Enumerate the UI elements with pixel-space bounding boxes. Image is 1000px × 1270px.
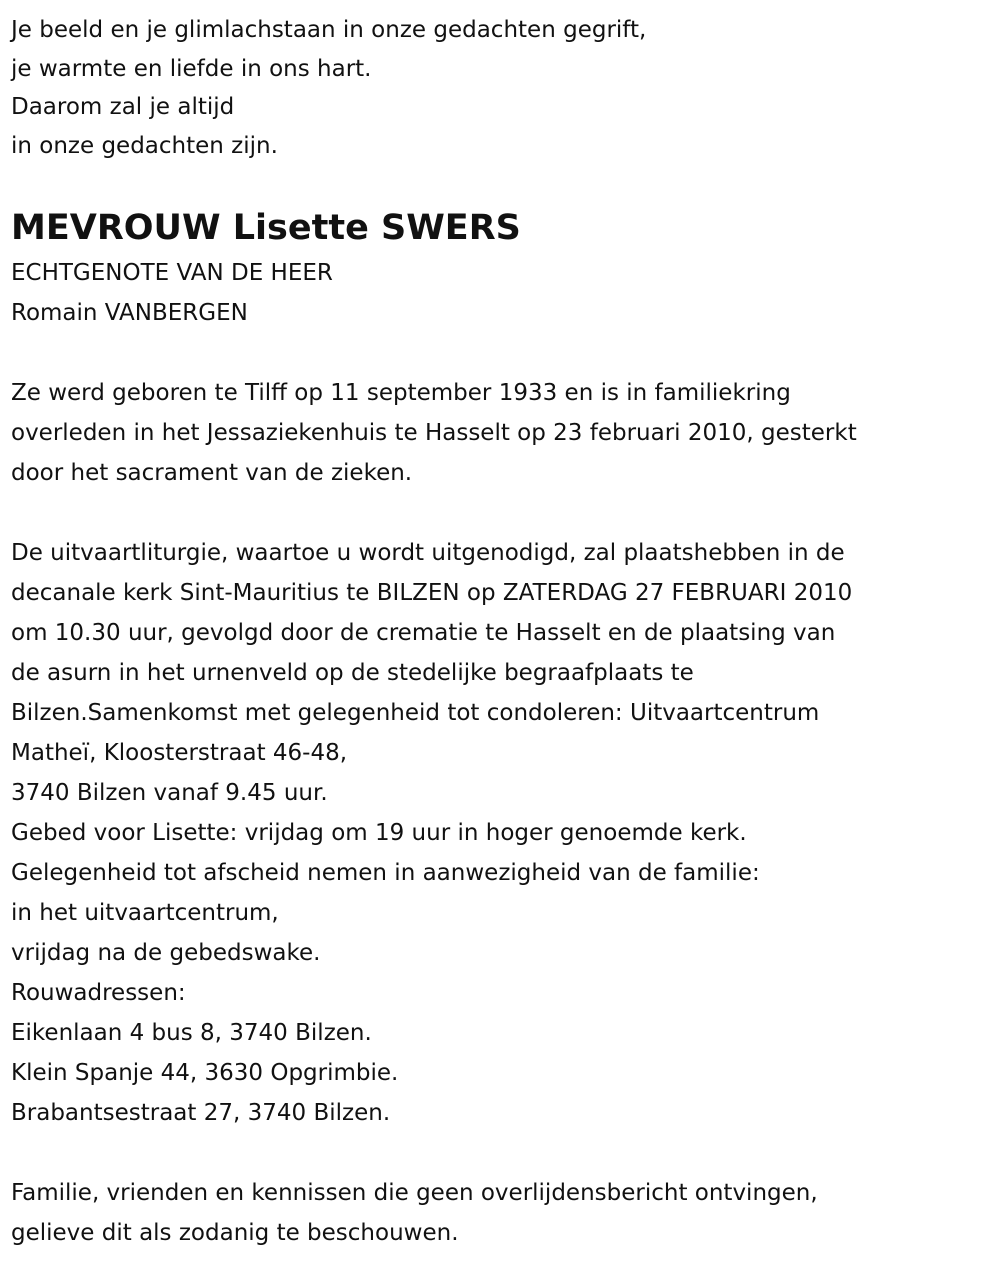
text-line: Gelegenheid tot afscheid nemen in aanwezigheid van de familie: xyxy=(11,860,760,886)
birth-death-paragraph xyxy=(11,373,857,493)
address-line: Brabantsestraat 27, 3740 Bilzen. xyxy=(11,1100,391,1126)
address-line: Eikenlaan 4 bus 8, 3740 Bilzen. xyxy=(11,1020,372,1046)
address-line: Klein Spanje 44, 3630 Opgrimbie. xyxy=(11,1060,399,1086)
text-line: gelieve dit als zodanig te beschouwen. xyxy=(11,1220,459,1246)
text-line: overleden in het Jessaziekenhuis te Hasselt op 23 februari 2010, gesterkt xyxy=(11,420,857,446)
text-line: Familie, vrienden en kennissen die geen overlijdensbericht ontvingen, xyxy=(11,1180,818,1206)
poem-line: je warmte en liefde in ons hart. xyxy=(11,55,372,82)
spouse-block xyxy=(11,253,333,333)
poem-line: Je beeld en je glimlachstaan in onze gedachten gegrift, xyxy=(11,17,647,43)
text-line: om 10.30 uur, gevolgd door de crematie te Hasselt en de plaatsing van xyxy=(11,620,836,646)
poem-line: Daarom zal je altijd xyxy=(11,94,235,121)
text-line: Matheï, Kloosterstraat 46-48, xyxy=(11,740,348,766)
spouse-line: Romain VANBERGEN xyxy=(11,300,248,326)
text-line: de asurn in het urnenveld op de stedelijke begraafplaats te xyxy=(11,660,694,686)
text-line: Rouwadressen: xyxy=(11,980,186,1006)
text-line: 3740 Bilzen vanaf 9.45 uur. xyxy=(11,780,328,806)
text-line: decanale kerk Sint-Mauritius te BILZEN op ZATERDAG 27 FEBRUARI 2010 xyxy=(11,580,853,606)
funeral-paragraph xyxy=(11,533,852,1133)
text-line: De uitvaartliturgie, waartoe u wordt uitgenodigd, zal plaatshebben in de xyxy=(11,540,845,566)
poem-line: in onze gedachten zijn. xyxy=(11,133,278,160)
deceased-name: MEVROUW Lisette SWERS xyxy=(11,208,521,248)
deceased-name-block xyxy=(11,206,521,250)
text-line: Gebed voor Lisette: vrijdag om 19 uur in hoger genoemde kerk. xyxy=(11,820,747,846)
text-line: in het uitvaartcentrum, xyxy=(11,900,279,926)
poem xyxy=(11,11,646,166)
spouse-line: ECHTGENOTE VAN DE HEER xyxy=(11,260,333,286)
text-line: door het sacrament van de zieken. xyxy=(11,460,413,486)
text-line: vrijdag na de gebedswake. xyxy=(11,940,321,966)
text-line: Bilzen.Samenkomst met gelegenheid tot condoleren: Uitvaartcentrum xyxy=(11,700,820,726)
closing-paragraph xyxy=(11,1173,818,1253)
text-line: Ze werd geboren te Tilff op 11 september 1933 en is in familiekring xyxy=(11,380,791,406)
